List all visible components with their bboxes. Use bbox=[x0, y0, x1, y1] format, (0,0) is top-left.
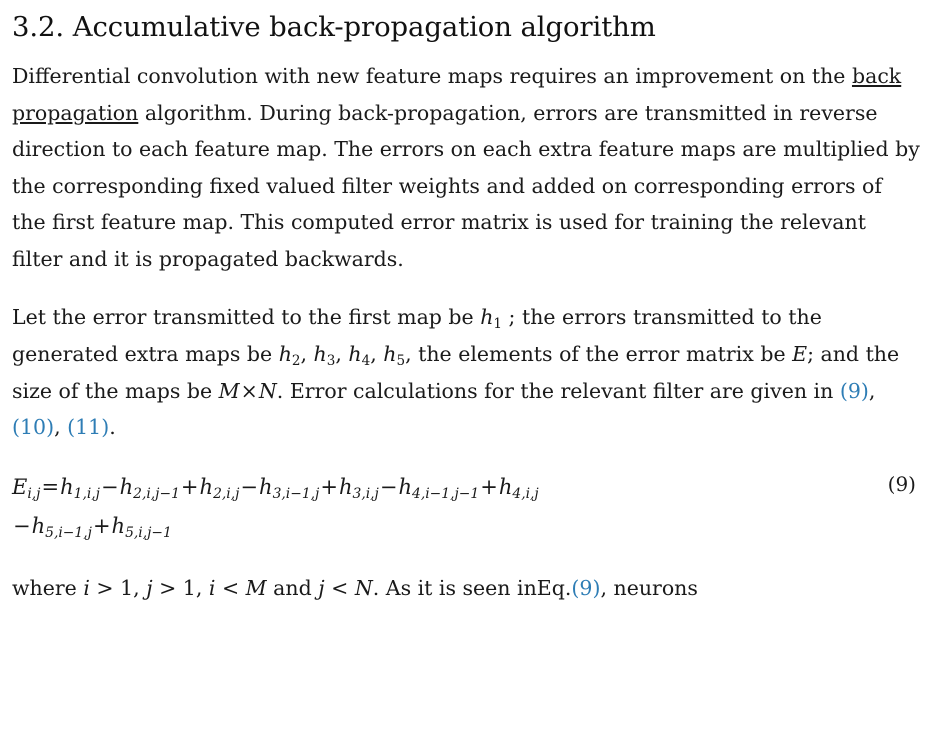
math-h2: h2 bbox=[278, 342, 301, 369]
paragraph-3: where i > 1, j > 1, i < M and j < N. As it is seen inEq.(9), neurons bbox=[12, 575, 698, 600]
paragraph-1-part-a: Differential convolution with new feature maps requires an improvement on the bbox=[12, 64, 852, 89]
math-h5: h5 bbox=[383, 342, 406, 369]
paragraph-2: Let the error transmitted to the first map be h1 ; the errors transmitted to the generated extra maps be h2, h3, h4, h5, the elements of the error matrix be E; and the size of the maps be M×N. Error calculations for the relevant filter are given in (9), (10), (11). bbox=[12, 305, 900, 440]
xref-eq-9-second[interactable]: (9) bbox=[571, 575, 601, 600]
equation-9-body bbox=[12, 468, 920, 547]
equation-9-number: (9) bbox=[887, 471, 916, 496]
paragraph-2-part-a: Let the error transmitted to the first map be bbox=[12, 305, 481, 330]
xref-eq-10[interactable]: (10) bbox=[12, 415, 55, 440]
back-propagation-link[interactable]: back propagation bbox=[12, 64, 902, 125]
math-h1: h1 bbox=[480, 305, 503, 333]
xref-sep-1: , bbox=[868, 379, 876, 403]
math-M-times-N: M×N bbox=[218, 379, 277, 403]
xref-eq-9[interactable]: (9) bbox=[839, 379, 869, 403]
xref-eq-11[interactable]: (11) bbox=[67, 415, 110, 440]
math-h4: h4 bbox=[348, 342, 371, 369]
paragraph-3-part-c: , neurons bbox=[600, 575, 698, 600]
equation-9-line-2: $-h_{5,i-1,j}+h_{5,i,j-1}$ bbox=[13, 514, 172, 542]
paragraph-2-part-c: , the elements of the error matrix be bbox=[405, 342, 793, 367]
equation-9 bbox=[12, 468, 920, 548]
paragraph-2-part-e: . Error calculations for the relevant filter are given in bbox=[276, 379, 840, 403]
paragraph-1-part-b: algorithm. During back-propagation, errors are transmitted in reverse direction to each feature map. The errors on each extra feature maps are multiplied by the corresponding fixed valued filter weights and added on corresponding errors of the first feature map. This computed error matrix is used for training the relevant filter and it is propagated backwards. bbox=[12, 100, 920, 271]
math-E: E bbox=[792, 342, 808, 367]
xref-sep-2: , bbox=[54, 415, 68, 440]
paragraph-3-part-b: . As it is seen inEq. bbox=[372, 575, 572, 600]
paragraph-2-part-d: ; and the size of the maps be bbox=[12, 342, 900, 403]
paragraph-2-part-b: ; the errors transmitted to the generated extra maps be bbox=[12, 305, 822, 367]
paragraph-1 bbox=[12, 58, 920, 277]
paragraph-2-end: . bbox=[109, 415, 116, 440]
page-title: 3.2. Accumulative back-propagation algorithm bbox=[12, 11, 656, 43]
equation-9-line-1: $E_{i,j}=h_{1,i,j}-h_{2,i,j-1}+h_{2,i,j}-h_{3,i-1,j}+h_{3,i,j}-h_{4,i-1,j-1}+h_{4,i,j}$ bbox=[12, 474, 539, 502]
paragraph-3-part-a: where bbox=[12, 575, 84, 600]
math-h3: h3 bbox=[313, 342, 336, 369]
